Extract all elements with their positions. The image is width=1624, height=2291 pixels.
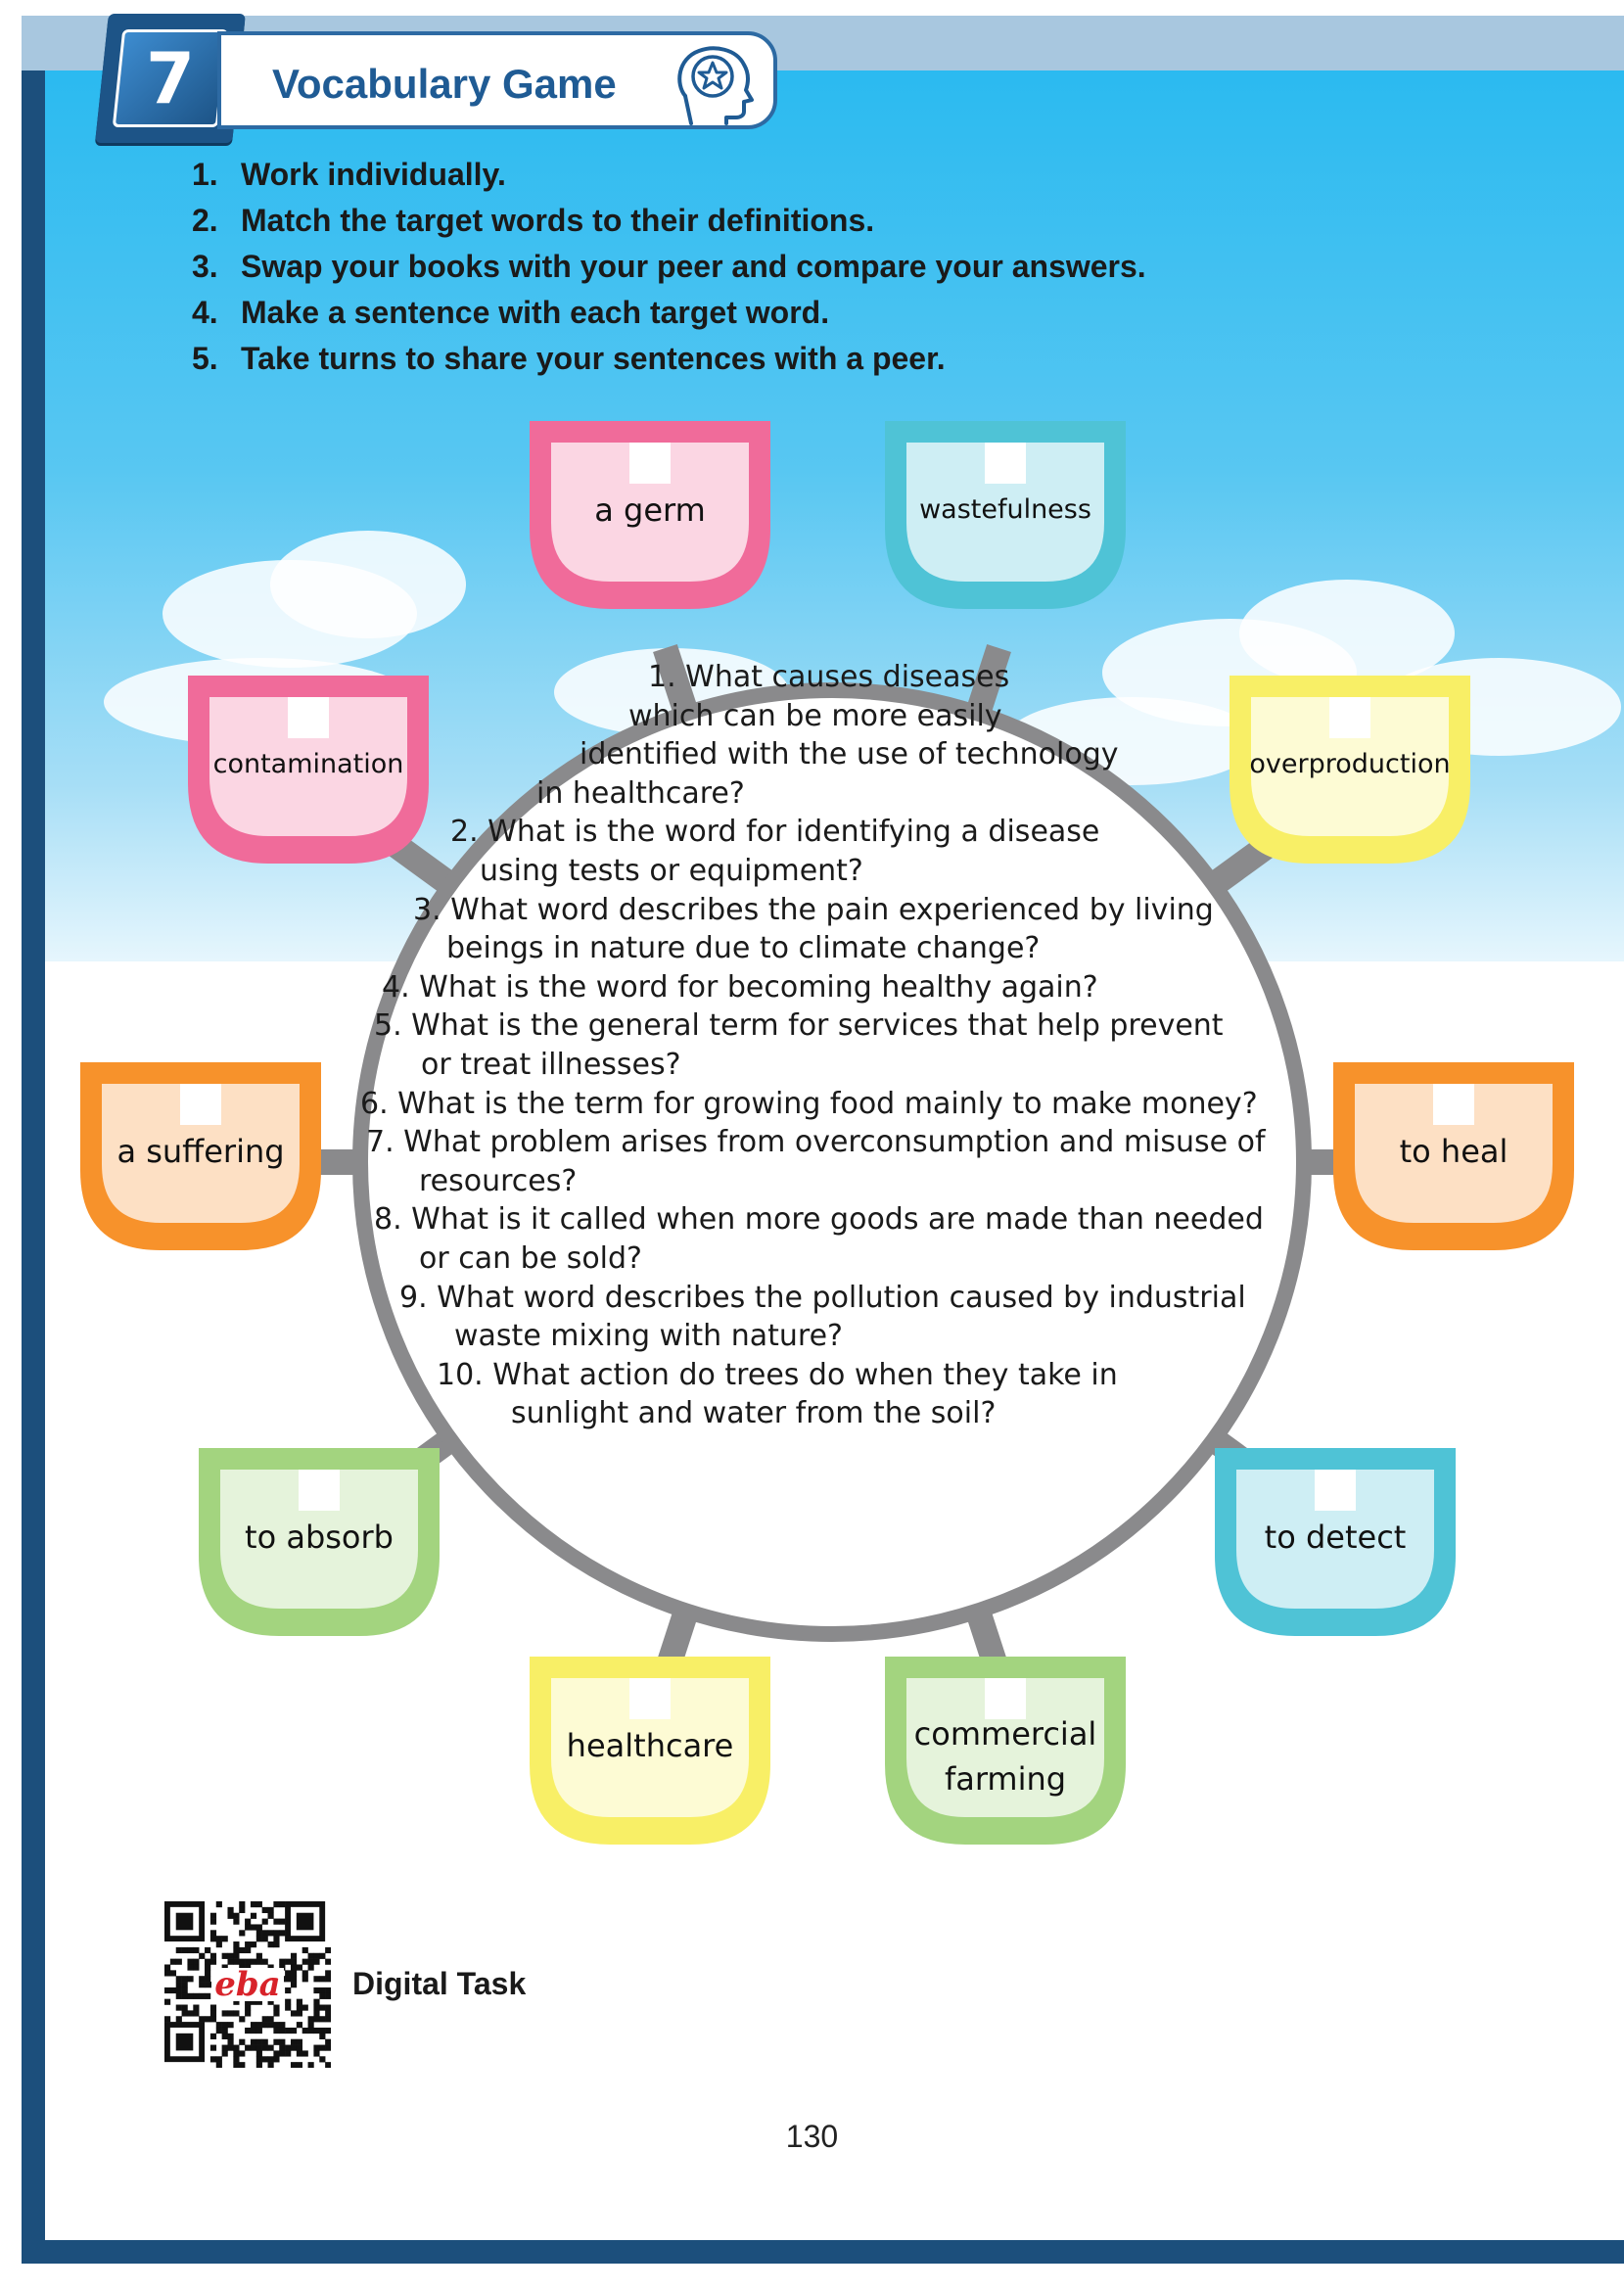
answer-box[interactable] <box>180 1084 221 1125</box>
question-line: 10. What action do trees do when they take in <box>437 1357 1118 1392</box>
word-cup-commercial-farming[interactable] <box>885 1657 1126 1845</box>
word-label: to detect <box>1264 1519 1407 1556</box>
word-cup-a-germ[interactable] <box>530 421 770 609</box>
question-line: resources? <box>419 1163 578 1198</box>
question-line: or can be sold? <box>419 1240 642 1276</box>
question-line: which can be more easily <box>628 698 1002 733</box>
question-line: 9. What word describes the pollution caused by industrial <box>399 1280 1246 1315</box>
instruction-item: 1. Work individually. <box>192 157 506 192</box>
instruction-item: 2. Match the target words to their definitions. <box>192 203 875 238</box>
question-line: in healthcare? <box>536 775 745 811</box>
word-label: to absorb <box>245 1519 394 1556</box>
page-title: Vocabulary Game <box>272 61 617 107</box>
word-cup-to-heal[interactable] <box>1333 1062 1574 1250</box>
question-line: 1. What causes diseases <box>648 660 1010 694</box>
word-label: contamination <box>212 749 404 779</box>
question-line: 4. What is the word for becoming healthy again? <box>382 969 1098 1005</box>
question-line: identified with the use of technology <box>580 737 1119 772</box>
word-cup-to-detect[interactable] <box>1215 1448 1456 1636</box>
word-label: a germ <box>594 491 706 529</box>
question-line: 2. What is the word for identifying a disease <box>450 815 1100 850</box>
question-line: using tests or equipment? <box>480 853 863 888</box>
word-cup-wastefulness[interactable] <box>885 421 1126 609</box>
word-cup-a-suffering[interactable] <box>80 1062 321 1250</box>
instruction-item: 4. Make a sentence with each target word. <box>192 295 830 330</box>
answer-box[interactable] <box>1315 1470 1356 1511</box>
answer-box[interactable] <box>299 1470 340 1511</box>
answer-box[interactable] <box>1433 1084 1474 1125</box>
question-line: or treat illnesses? <box>421 1047 681 1082</box>
question-line: 3. What word describes the pain experienced by living <box>413 892 1214 927</box>
question-line: 5. What is the general term for services that help prevent <box>374 1008 1224 1044</box>
page-number: 130 <box>785 2119 839 2154</box>
question-line: beings in nature due to climate change? <box>446 931 1041 966</box>
answer-box[interactable] <box>629 443 671 484</box>
task-number: 7 <box>145 37 196 119</box>
word-label: overproduction <box>1249 749 1451 779</box>
word-label: wastefulness <box>919 494 1091 525</box>
question-list <box>345 658 1294 1433</box>
instruction-item: 5. Take turns to share your sentences with a peer. <box>192 341 946 376</box>
eba-logo: eba <box>214 1965 281 2004</box>
question-line: 6. What is the term for growing food mainly to make money? <box>360 1086 1258 1121</box>
word-cup-to-absorb[interactable] <box>199 1448 440 1636</box>
qr-code[interactable] <box>164 1901 331 2068</box>
word-label: commercial farming <box>913 1715 1097 1798</box>
word-label: a suffering <box>116 1133 285 1170</box>
question-line: sunlight and water from the soil? <box>511 1396 997 1431</box>
word-label: healthcare <box>566 1727 734 1764</box>
word-label: to heal <box>1399 1133 1508 1170</box>
word-cup-healthcare[interactable] <box>530 1657 770 1845</box>
question-line: waste mixing with nature? <box>454 1319 843 1354</box>
question-line: 8. What is it called when more goods are made than needed <box>374 1202 1264 1238</box>
instruction-item: 3. Swap your books with your peer and compare your answers. <box>192 249 1146 284</box>
digital-task-label: Digital Task <box>352 1966 527 2001</box>
answer-box[interactable] <box>629 1678 671 1719</box>
answer-box[interactable] <box>288 697 329 738</box>
question-line: 7. What problem arises from overconsumption and misuse of <box>366 1125 1266 1160</box>
answer-box[interactable] <box>985 443 1026 484</box>
